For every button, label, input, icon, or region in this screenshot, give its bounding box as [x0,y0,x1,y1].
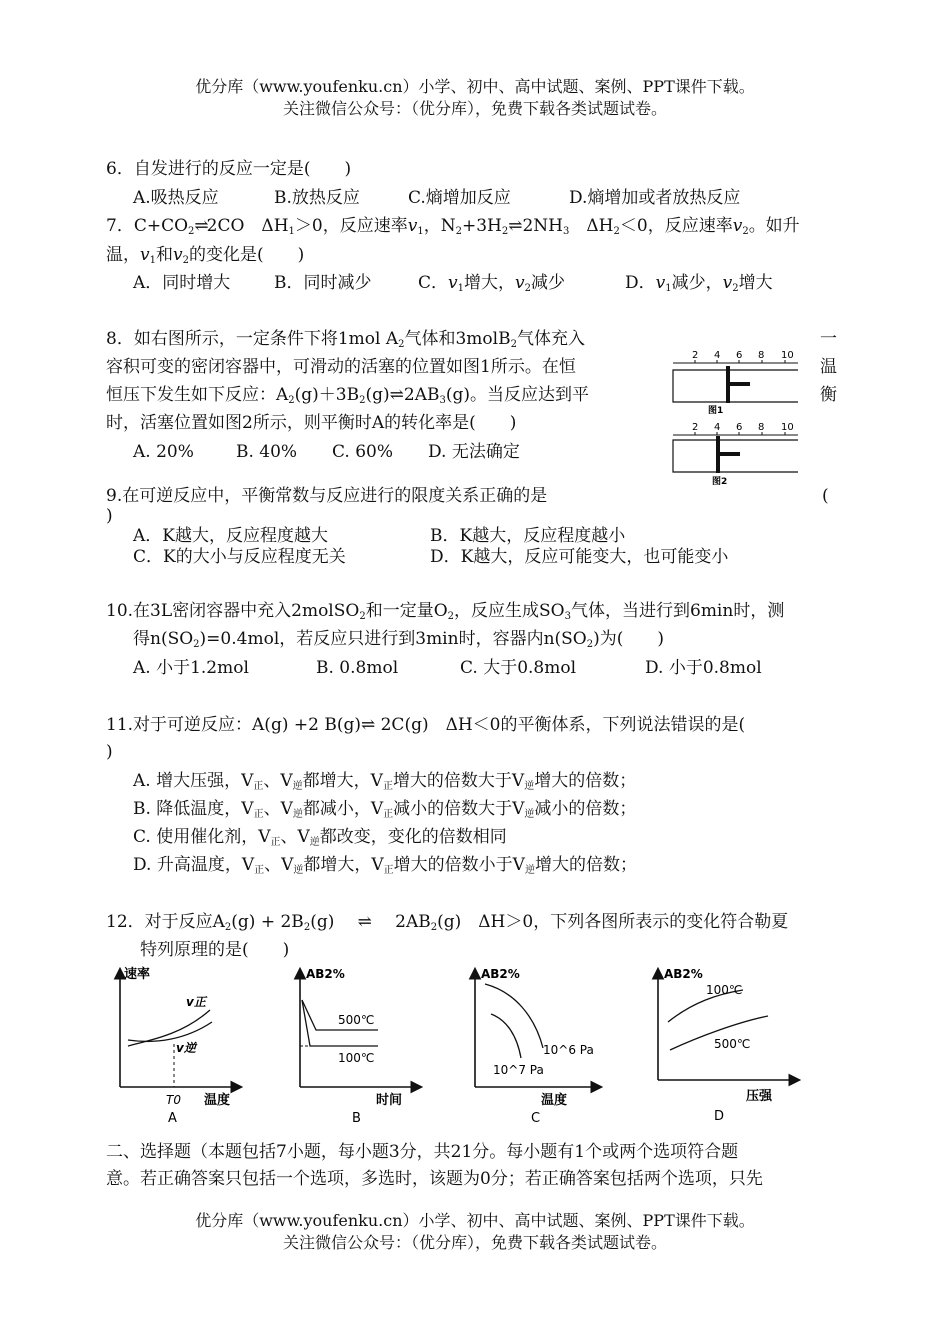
q6-option-a[interactable]: A.吸热反应 [133,188,219,208]
q7-line2: 温，$v_1$和$v_2$的变化是( ) [106,245,305,266]
q12-line2: 特列原理的是( ) [140,940,290,960]
fig1-tick-6: 6 [736,350,743,361]
page-header-line1: 优分库（www.youfenku.cn）小学、初中、高中试题、案例、PPT课件下载。 [195,77,755,96]
q11-line1: 11.对于可逆反应：A(g) +2 B(g)⇌ 2C(g) ΔH＜0的平衡体系，下列说法错误的是( [106,715,746,735]
graph-a-v-ni-curve [128,1022,212,1041]
page-header-line2: 关注微信公众号：（优分库），免费下载各类试题试卷。 [282,99,667,118]
fig1-tick-2: 2 [692,350,699,361]
graph-c-curve-106 [485,984,543,1048]
graph-a-v-zheng-curve [128,1010,210,1046]
q10-option-a[interactable]: A. 小于1.2mol [133,658,249,678]
q11-line2: ) [106,742,113,762]
q9-option-c[interactable]: C．K的大小与反应程度无关 [133,547,346,567]
graph-b-label-500: 500℃ [338,1013,375,1027]
graph-a-v-zheng-label: v正 [186,995,206,1009]
q11-option-a[interactable]: A. 增大压强，$V_正$、$V_逆$都增大，$V_正$增大的倍数大于$V_逆$增大的倍数； [133,771,637,792]
q10-option-d[interactable]: D. 小于0.8mol [645,658,762,678]
q8-line3-end: 衡 [820,385,837,405]
q7-option-b[interactable]: B．同时减少 [274,273,372,293]
q6-option-d[interactable]: D.熵增加或者放热反应 [569,188,741,208]
q9-option-a[interactable]: A．K越大，反应程度越大 [133,526,328,546]
q12-line1: 12．对于反应$A_2(g) + 2B_2(g)$ ⇌ $2AB_2(g)$ ΔH＞0，下列各图所表示的变化符合勒夏 [106,912,789,933]
q9-paren-open: ( [822,486,829,506]
graph-d [658,967,798,1124]
fig2-tick-2: 2 [692,422,699,433]
graph-a-ylabel: 速率 [124,967,151,982]
graph-c-label-106: 10^6 Pa [543,1043,594,1057]
graph-d-label-100: 100℃ [706,983,743,997]
q8-line3: 恒压下发生如下反应：$A_2(g)+3B_2(g)\rightleftharpoons 2AB_3(g)$。当反应达到平 [106,385,590,406]
fig1-tick-8: 8 [758,350,765,361]
graph-b-xlabel: 时间 [376,1093,403,1108]
q9-paren-close: ) [106,506,113,526]
q11-option-d[interactable]: D. 升高温度，$V_正$、$V_逆$都增大，$V_正$增大的倍数小于$V_逆$增大的倍数； [133,855,637,876]
graph-c-ylabel: AB2% [481,967,520,981]
q10-line2: 得$n(SO_2)=0.4mol$，若反应只进行到3min时，容器内$n(SO_2)$为( ) [133,629,665,650]
q7-line1: 7．$C+CO_2\rightleftharpoons 2CO$ $\Delta H_1>0$，反应速率$v_1$，$N_2+3H_2\rightleftharpoons 2NH_3$ $\Delta H_2<0$，反应速率$v_2$。如升 [106,216,800,237]
section2-line1: 二、选择题（本题包括7小题，每小题3分，共21分。每小题有1个或两个选项符合题 [106,1142,739,1162]
graph-d-xlabel: 压强 [746,1089,773,1104]
graph-c [475,967,600,1126]
q9-stem: 9.在可逆反应中，平衡常数与反应进行的限度关系正确的是 [106,486,548,506]
q12-graphs [100,962,860,1132]
graph-a-xlabel: 温度 [204,1093,231,1108]
graph-c-xlabel: 温度 [541,1093,568,1108]
q8-option-b[interactable]: B. 40% [236,442,298,462]
q10-option-b[interactable]: B. 0.8mol [316,658,399,678]
q9-option-d[interactable]: D．K越大，反应可能变大，也可能变小 [430,547,729,567]
graph-d-ylabel: AB2% [664,967,703,981]
section2-line2: 意。若正确答案只包括一个选项，多选时，该题为0分；若正确答案包括两个选项，只先 [106,1169,763,1189]
q8-line1-end: 一 [820,329,837,349]
graph-a-v-ni-label: v逆 [176,1041,196,1055]
piston-fig1 [673,350,798,416]
graph-d-label-500: 500℃ [714,1037,751,1051]
fig2-tick-4: 4 [714,422,721,433]
q8-line2: 容积可变的密闭容器中，可滑动的活塞的位置如图1所示。在恒 [106,357,576,377]
q7-option-c[interactable]: C．$v_1$增大，$v_2$减少 [418,273,565,294]
graph-d-tag: D [714,1109,725,1124]
fig2-tick-8: 8 [758,422,765,433]
page-footer-line2: 关注微信公众号：（优分库），免费下载各类试题试卷。 [282,1233,667,1252]
q11-option-b[interactable]: B. 降低温度，$V_正$、$V_逆$都减小，$V_正$减小的倍数大于$V_逆$减小的倍数； [133,799,637,820]
fig2-tick-6: 6 [736,422,743,433]
q8-option-d[interactable]: D. 无法确定 [428,442,520,462]
fig2-caption: 图2 [712,477,728,487]
graph-b-ylabel: AB2% [306,967,345,981]
fig2-tick-10: 10 [781,422,794,433]
q8-line4: 时，活塞位置如图2所示，则平衡时A的转化率是( ) [106,413,517,433]
q6-stem: 6．自发进行的反应一定是( ) [106,159,352,179]
q8-line1: 8．如右图所示，一定条件下将1mol $A_2$气体和3molB$_2$气体充入 [106,329,585,350]
graph-a-tag: A [168,1111,177,1126]
fig1-tick-4: 4 [714,350,721,361]
graph-a [120,966,240,1126]
q6-option-c[interactable]: C.熵增加反应 [408,188,511,208]
q7-option-d[interactable]: D．$v_1$减少，$v_2$增大 [625,273,773,294]
q9-option-b[interactable]: B．K越大，反应程度越小 [430,526,626,546]
graph-c-label-107: 10^7 Pa [493,1063,544,1077]
graph-c-curve-107 [491,1014,521,1058]
q8-line2-end: 温 [820,357,837,377]
q8-option-c[interactable]: C. 60% [332,442,393,462]
graph-b [300,967,420,1126]
q10-line1: 10.在3L密闭容器中充入2molSO$_2$和一定量$O_2$，反应生成$SO_3$气体，当进行到6min时，测 [106,601,785,622]
fig1-caption: 图1 [708,406,724,416]
page-footer-line1: 优分库（www.youfenku.cn）小学、初中、高中试题、案例、PPT课件下载。 [195,1211,755,1230]
q8-option-a[interactable]: A. 20% [133,442,194,462]
q7-option-a[interactable]: A．同时增大 [133,273,231,293]
q6-option-b[interactable]: B.放热反应 [274,188,360,208]
graph-c-tag: C [531,1111,541,1126]
piston-fig2 [673,422,798,487]
fig1-tick-10: 10 [781,350,794,361]
q11-option-c[interactable]: C. 使用催化剂，$V_正$、$V_逆$都改变，变化的倍数相同 [133,827,507,848]
graph-b-tag: B [352,1111,361,1126]
piston-figure [668,342,808,492]
graph-b-label-100: 100℃ [338,1051,375,1065]
q10-option-c[interactable]: C. 大于0.8mol [460,658,577,678]
graph-a-t0: T0 [166,1093,181,1107]
